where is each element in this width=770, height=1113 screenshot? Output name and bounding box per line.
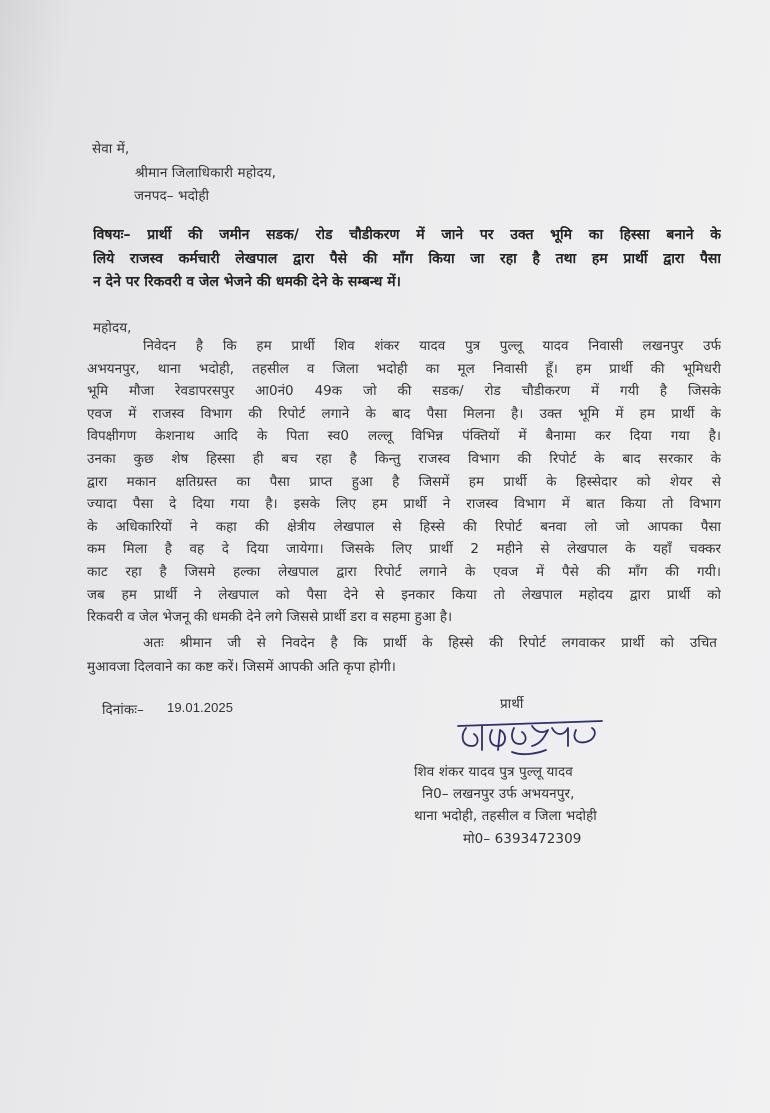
subject-block xyxy=(93,224,721,295)
body-paragraph xyxy=(87,335,721,629)
body-line: ज्यादा पैसा दे दिया गया है। इसके लिए हम प्रार्थी ने राजस्व विभाग में बात किया तो विभाग xyxy=(87,496,721,513)
date-label: दिनांकः– xyxy=(102,702,144,718)
request-paragraph xyxy=(87,631,717,679)
date-value: 19.01.2025 xyxy=(167,700,234,715)
body-line: द्वारा मकान क्षतिग्रस्त का पैसा प्राप्त हुआ है जिसमें हम प्रार्थी के हिस्सेदार को शेयर से xyxy=(87,473,721,490)
body-line: कम मिला है वह दे दिया जायेगा। जिसके लिए प्रार्थी 2 महीने से लेखपाल के यहाँ चक्कर xyxy=(87,541,721,558)
sender-mobile: मो0– 6393472309 xyxy=(463,831,582,847)
greeting: महोदय, xyxy=(93,320,132,336)
body-line: विपक्षीगण केशनाथ आदि के पिता स्व0 लल्लू विभिन्न पंक्तियों में बैनामा कर दिया गया है। xyxy=(87,428,721,445)
sender-district: थाना भदोही, तहसील व जिला भदोही xyxy=(414,808,597,824)
district-line: जनपद– भदोही xyxy=(134,188,210,204)
body-line: भूमि मौजा रेवडापरसपुर आ0नं0 49क जो की सडक/ रोड चौडीकरण में गयी है जिसके xyxy=(87,383,721,400)
body-line: जब हम प्रार्थी ने लेखपाल को पैसा देने से इनकार किया तो लेखपाल महोदय द्वारा प्रार्थी को xyxy=(87,586,721,603)
request-line: अतः श्रीमान जी से निवदेन है कि प्रार्थी के हिस्से की रिपोर्ट लगवाकर प्रार्थी को उचित xyxy=(143,635,717,651)
recipient-line: श्रीमान जिलाधिकारी महोदय, xyxy=(135,165,277,181)
request-line: मुआवजा दिलवाने का कष्ट करें। जिसमें आपकी अति कृपा होगी। xyxy=(87,659,396,675)
applicant-label: प्रार्थी xyxy=(500,696,524,712)
body-line: के अधिकारियों ने कहा की क्षेत्रीय लेखपाल से हिस्से की रिपोर्ट बनवा लो जो आपका पैसा xyxy=(87,518,721,535)
subject-line: न देने पर रिकवरी व जेल भेजने की धमकी देने के सम्बन्ध में। xyxy=(93,274,401,290)
body-line: काट रहा है जिसमे हल्का लेखपाल द्वारा रिपोर्ट लगाने के एवज में पैसे की माँग की गयी। xyxy=(87,563,721,580)
subject-line: विषयः– प्रार्थी की जमीन सडक/ रोड चौडीकरण में जाने पर उक्त भूमि का हिस्सा बनाने के xyxy=(93,227,721,243)
signature-scribble xyxy=(452,712,612,760)
sender-address: नि0– लखनपुर उर्फ अभयनपुर, xyxy=(422,786,575,802)
sender-name: शिव शंकर यादव पुत्र पुल्लू यादव xyxy=(414,764,573,780)
subject-line: लिये राजस्व कर्मचारी लेखपाल द्वारा पैसे की माँग किया जा रहा है तथा हम प्रार्थी द्वारा पैसा xyxy=(93,250,721,267)
body-line: उनका कुछ शेष हिस्सा ही बच रहा है किन्तु राजस्व विभाग की रिपोर्ट के बाद सरकार के xyxy=(87,450,721,467)
salutation-to: सेवा में, xyxy=(92,141,130,157)
body-line: निवेदन है कि हम प्रार्थी शिव शंकर यादव पुत्र पुल्लू यादव निवासी लखनपुर उर्फ xyxy=(143,338,721,354)
body-line: रिकवरी व जेल भेजनू की धमकी देने लगे जिससे प्रार्थी डरा व सहमा हुआ है। xyxy=(87,609,453,626)
signature xyxy=(452,712,612,764)
body-line: एवज में राजस्व विभाग की रिपोर्ट लगाने के बाद पैसा मिलना है। उक्त भूमि में हम प्रार्थी के xyxy=(87,405,721,422)
body-line: अभयनपुर, थाना भदोही, तहसील व जिला भदोही का मूल निवासी हूँ। हम प्रार्थी की भूमिधरी xyxy=(87,360,721,377)
